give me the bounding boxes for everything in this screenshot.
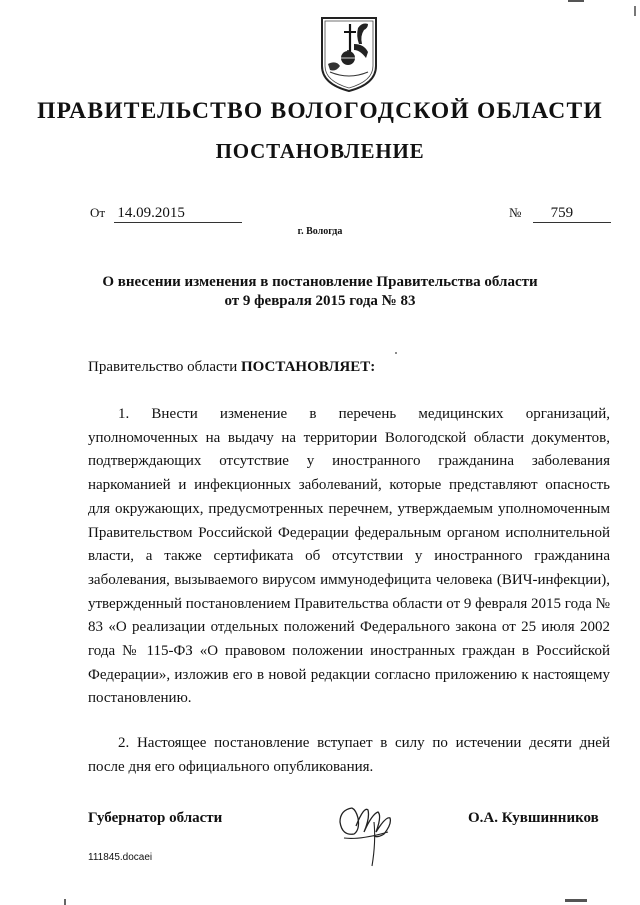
scan-mark-bottom xyxy=(565,899,587,902)
document-subject xyxy=(100,273,540,311)
resolution-keyword: ПОСТАНОВЛЯЕТ: xyxy=(240,359,376,375)
subject-line-2: от 9 февраля 2015 года № 83 xyxy=(224,293,416,309)
resolution-prefix: Правительство области xyxy=(88,359,241,375)
file-code: 111845.docaei xyxy=(88,852,153,863)
date-field xyxy=(90,205,242,223)
coat-of-arms-emblem xyxy=(318,14,380,94)
signatory-position: Губернатор области xyxy=(88,810,223,826)
scan-mark-side xyxy=(634,6,636,16)
signatory-name: О.А. Кувшинников xyxy=(468,810,599,826)
number-label: № xyxy=(509,205,522,220)
scan-mark-top xyxy=(568,0,584,2)
handwritten-signature xyxy=(330,792,410,870)
scan-speck xyxy=(395,352,397,354)
paragraph-2: 2. Настоящее постановление вступает в силу по истечении десяти дней после дня его официального опубликования. xyxy=(88,735,610,775)
date-label: От xyxy=(90,205,106,220)
resolution-preamble xyxy=(88,359,375,376)
organization-title: ПРАВИТЕЛЬСТВО ВОЛОГОДСКОЙ ОБЛАСТИ xyxy=(37,98,603,124)
scan-mark-left xyxy=(64,899,66,905)
city-label: г. Вологда xyxy=(297,226,343,237)
number-field xyxy=(509,205,611,223)
document-type: ПОСТАНОВЛЕНИЕ xyxy=(215,139,425,163)
subject-line-1: О внесении изменения в постановление Правительства области xyxy=(102,274,538,290)
date-value: 14.09.2015 xyxy=(114,205,242,223)
paragraph-1: 1. Внести изменение в перечень медицинских организаций, уполномоченных на выдачу на территории Вологодской области документов, подтверждающих отсутствие у иностранного гражданина заболевания наркоманией и инфекционных заболеваний, которые представляют опасность для окружающих, предусмотренных перечнем, утверждаемым уполномоченным Правительством Российской Федерации федеральным органом исполнительной власти, а также сертификата об отсутствии у иностранного гражданина заболевания, вызываемого вирусом иммунодефицита человека (ВИЧ-инфекции), утвержденный постановлением Правительства области от 9 февраля 2015 года № 83 «О реализации отдельных положений Федерального закона от 25 июля 2002 года № 115-ФЗ «О правовом положении иностранных граждан в Российской Федерации», изложив его в новой редакции согласно приложению к настоящему постановлению. xyxy=(88,406,610,707)
number-value: 759 xyxy=(533,205,611,223)
